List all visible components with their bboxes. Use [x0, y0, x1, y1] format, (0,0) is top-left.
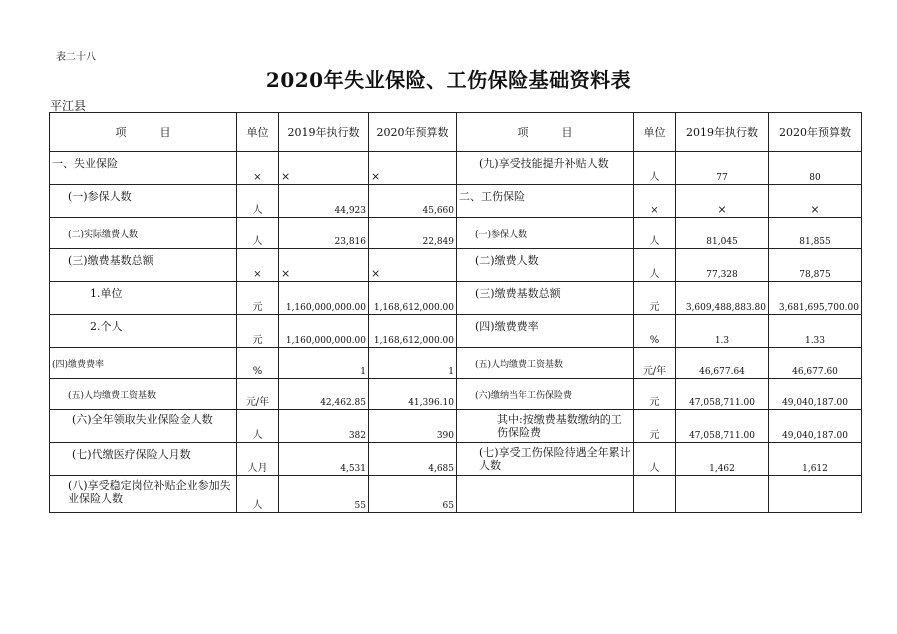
left-unit: 人月 — [237, 443, 279, 476]
left-2020-value: × — [369, 249, 457, 282]
right-2019-value: 81,045 — [676, 218, 769, 249]
right-2019-value: 1,462 — [676, 443, 769, 476]
left-unit: % — [237, 348, 279, 379]
right-2020-value: 46,677.60 — [769, 348, 862, 379]
left-unit: 人 — [237, 185, 279, 218]
table-row — [50, 218, 862, 249]
left-label: (五)人均缴费工资基数 — [50, 379, 237, 410]
left-label: (七)代缴医疗保险人月数 — [50, 443, 237, 476]
right-2019-value: 47,058,711.00 — [676, 379, 769, 410]
left-2019-value: 44,923 — [279, 185, 369, 218]
right-unit: 元/年 — [634, 348, 676, 379]
header-item-right: 项 目 — [457, 113, 634, 152]
left-2019-value: 1 — [279, 348, 369, 379]
table-row — [50, 379, 862, 410]
right-unit: 人 — [634, 218, 676, 249]
left-label: (四)缴费费率 — [50, 348, 237, 379]
table-row — [50, 348, 862, 379]
right-2019-value: × — [676, 185, 769, 218]
right-label: (七)享受工伤保险待遇全年累计人数 — [457, 443, 634, 476]
header-2019-left: 2019年执行数 — [279, 113, 369, 152]
right-2020-value: × — [769, 185, 862, 218]
left-unit: × — [237, 152, 279, 185]
left-2020-value: 65 — [369, 476, 457, 513]
right-unit: 人 — [634, 249, 676, 282]
right-unit: 元 — [634, 282, 676, 315]
left-2020-value: 390 — [369, 410, 457, 443]
table-row — [50, 152, 862, 185]
right-2020-value: 1.33 — [769, 315, 862, 348]
right-label: (九)享受技能提升补贴人数 — [457, 152, 634, 185]
left-label: (六)全年领取失业保险金人数 — [50, 410, 237, 443]
right-label: (五)人均缴费工资基数 — [457, 348, 634, 379]
right-2019-value: 1.3 — [676, 315, 769, 348]
left-2019-value: 55 — [279, 476, 369, 513]
right-2020-value: 1,612 — [769, 443, 862, 476]
right-label: 二、工伤保险 — [457, 185, 634, 218]
left-2020-value: 22,849 — [369, 218, 457, 249]
left-2020-value: 1,168,612,000.00 — [369, 282, 457, 315]
right-2020-value: 3,681,695,700.00 — [769, 282, 862, 315]
right-unit: 人 — [634, 443, 676, 476]
right-2020-value — [769, 476, 862, 513]
left-2019-value: 42,462.85 — [279, 379, 369, 410]
right-2020-value: 49,040,187.00 — [769, 410, 862, 443]
table-row — [50, 476, 862, 513]
right-2019-value: 3,609,488,883.80 — [676, 282, 769, 315]
left-label: (一)参保人数 — [50, 185, 237, 218]
left-label: 2.个人 — [50, 315, 237, 348]
right-2019-value: 46,677.64 — [676, 348, 769, 379]
right-unit: 元 — [634, 410, 676, 443]
region-label: 平江县 — [50, 99, 87, 113]
right-unit: % — [634, 315, 676, 348]
left-2020-value: × — [369, 152, 457, 185]
header-unit-left: 单位 — [237, 113, 279, 152]
left-label: (二)实际缴费人数 — [50, 218, 237, 249]
table-row — [50, 410, 862, 443]
left-2020-value: 45,660 — [369, 185, 457, 218]
left-2019-value: 4,531 — [279, 443, 369, 476]
left-2019-value: 1,160,000,000.00 — [279, 315, 369, 348]
right-label: (六)缴纳当年工伤保险费 — [457, 379, 634, 410]
table-row — [50, 443, 862, 476]
header-2020-left: 2020年预算数 — [369, 113, 457, 152]
left-2019-value: × — [279, 152, 369, 185]
left-unit: 人 — [237, 410, 279, 443]
right-label — [457, 476, 634, 513]
right-2019-value: 47,058,711.00 — [676, 410, 769, 443]
left-2020-value: 1 — [369, 348, 457, 379]
left-label: 1.单位 — [50, 282, 237, 315]
header-2019-right: 2019年执行数 — [676, 113, 769, 152]
right-label: 其中:按缴费基数缴纳的工伤保险费 — [457, 410, 634, 443]
left-unit: 元 — [237, 315, 279, 348]
page-title: 2020年失业保险、工伤保险基础资料表 — [265, 68, 632, 92]
left-2019-value: × — [279, 249, 369, 282]
left-2019-value: 1,160,000,000.00 — [279, 282, 369, 315]
header-unit-right: 单位 — [634, 113, 676, 152]
table-row — [50, 282, 862, 315]
insurance-data-table — [49, 112, 862, 513]
left-unit: 人 — [237, 476, 279, 513]
left-unit: 元 — [237, 282, 279, 315]
table-row — [50, 249, 862, 282]
right-label: (四)缴费费率 — [457, 315, 634, 348]
left-unit: 人 — [237, 218, 279, 249]
left-2019-value: 382 — [279, 410, 369, 443]
left-2020-value: 1,168,612,000.00 — [369, 315, 457, 348]
left-unit: 元/年 — [237, 379, 279, 410]
right-unit: 元 — [634, 379, 676, 410]
right-2020-value: 81,855 — [769, 218, 862, 249]
right-unit — [634, 476, 676, 513]
right-unit: × — [634, 185, 676, 218]
right-label: (二)缴费人数 — [457, 249, 634, 282]
left-unit: × — [237, 249, 279, 282]
right-label: (一)参保人数 — [457, 218, 634, 249]
right-2019-value: 77 — [676, 152, 769, 185]
right-2020-value: 78,875 — [769, 249, 862, 282]
left-2019-value: 23,816 — [279, 218, 369, 249]
right-2020-value: 49,040,187.00 — [769, 379, 862, 410]
header-row — [50, 113, 862, 152]
left-label: 一、失业保险 — [50, 152, 237, 185]
right-2019-value: 77,328 — [676, 249, 769, 282]
left-2020-value: 4,685 — [369, 443, 457, 476]
left-label: (八)享受稳定岗位补贴企业参加失业保险人数 — [50, 476, 237, 513]
left-2020-value: 41,396.10 — [369, 379, 457, 410]
header-item-left: 项 目 — [50, 113, 237, 152]
table-number: 表二十八 — [56, 52, 96, 63]
left-label: (三)缴费基数总额 — [50, 249, 237, 282]
table-row — [50, 185, 862, 218]
table-row — [50, 315, 862, 348]
right-unit: 人 — [634, 152, 676, 185]
right-2020-value: 80 — [769, 152, 862, 185]
right-2019-value — [676, 476, 769, 513]
header-2020-right: 2020年预算数 — [769, 113, 862, 152]
right-label: (三)缴费基数总额 — [457, 282, 634, 315]
